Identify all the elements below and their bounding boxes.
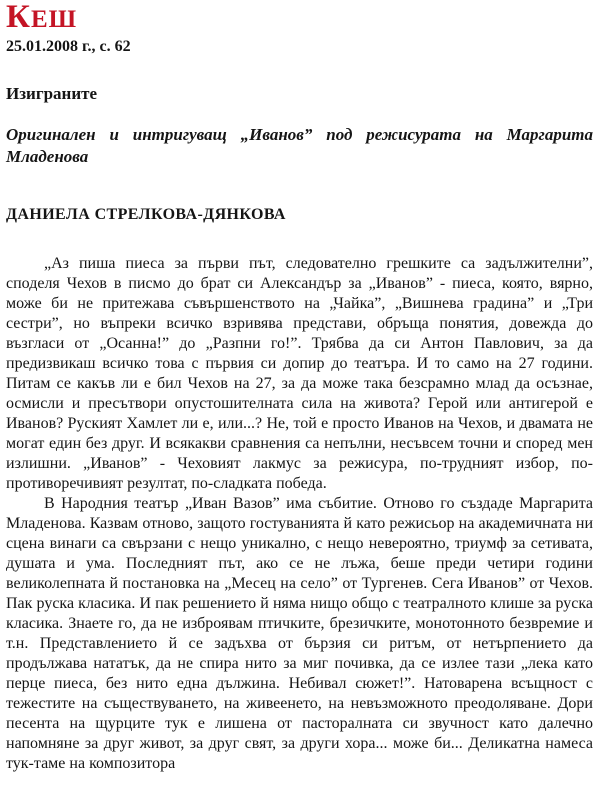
article-paragraph: В Народния театър „Иван Вазов” има събитие. Отново го създаде Маргарита Младенова. Казвам отново, защото гостуванията й като режисьор на академичната ни сцена винаги са свързани с нещо уникално, с нещо невероятно, триумф за сетивата, душата и ума. Последният път, ако се не лъжа, беше преди четири години великолепната й постановка на „Месец на село” от Тургенев. Сега Иванов” от Чехов. Пак руска класика. И пак решението й няма нищо общо с театралното клише за руска класика. Знаете го, да не изброявам птичките, брезичките, монотонното безвремие и т.н. Представлението й се задъхва от бързия си ритъм, от нетърпението да продължава нататък, да не спира нито за миг почивка, да се излее тази „лека като перце пиеса, без нито една дължина. Небивал сюжет!”. Натоварена всъщност с тежестите на съществуването, на живеенето, на невъзможното преодоляване. Дори песента на щурците тук е лишена от пасторалната си звучност като далечно напомняне за друг живот, за друг свят, за други хора... може би... Деликатна намеса тук-таме на композитора [6, 495, 593, 772]
article-author: ДАНИЕЛА СТРЕЛКОВА-ДЯНКОВА [6, 206, 286, 223]
article-paragraph: „Аз пиша пиеса за първи път, следователно грешките са задължителни”, споделя Чехов в писмо до брат си Александър за „Иванов” - пиеса, която, вярно, може би не притежава съвършенството на „Чайка”, „Вишнева градина” и „Три сестри”, но въпреки всичко взривява представи, обръща понятия, довежда до възгласи от „Осанна!” до „Разпни го!”. Трябва да си Антон Павлович, за да предизвикаш всичко това с първия си допир до театъра. И то само на 27 години. Питам се какъв ли е бил Чехов на 27, за да може така безсрамно млад да осъзнае, осмисли и пресътвори опустошителната сила на живота? Герой или антигерой е Иванов? Руският Хамлет ли е, или...? Не, той е просто Иванов на Чехов, и двамата не могат един без друг. И всякакви сравнения са непълни, несъвсем точни и според мен излишни. „Иванов” - Чеховият лакмус за режисура, по-трудният избор, по-противоречивият резултат, по-сладката победа. [6, 255, 593, 492]
dateline: 25.01.2008 г., с. 62 [6, 38, 131, 55]
article-subtitle: Оригинален и интригуващ „Иванов” под режисурата на Маргарита Младенова [6, 125, 593, 166]
article-body [6, 254, 593, 774]
newspaper-logo: КЕШ [6, 0, 78, 35]
article-title: Изиграните [6, 84, 98, 103]
